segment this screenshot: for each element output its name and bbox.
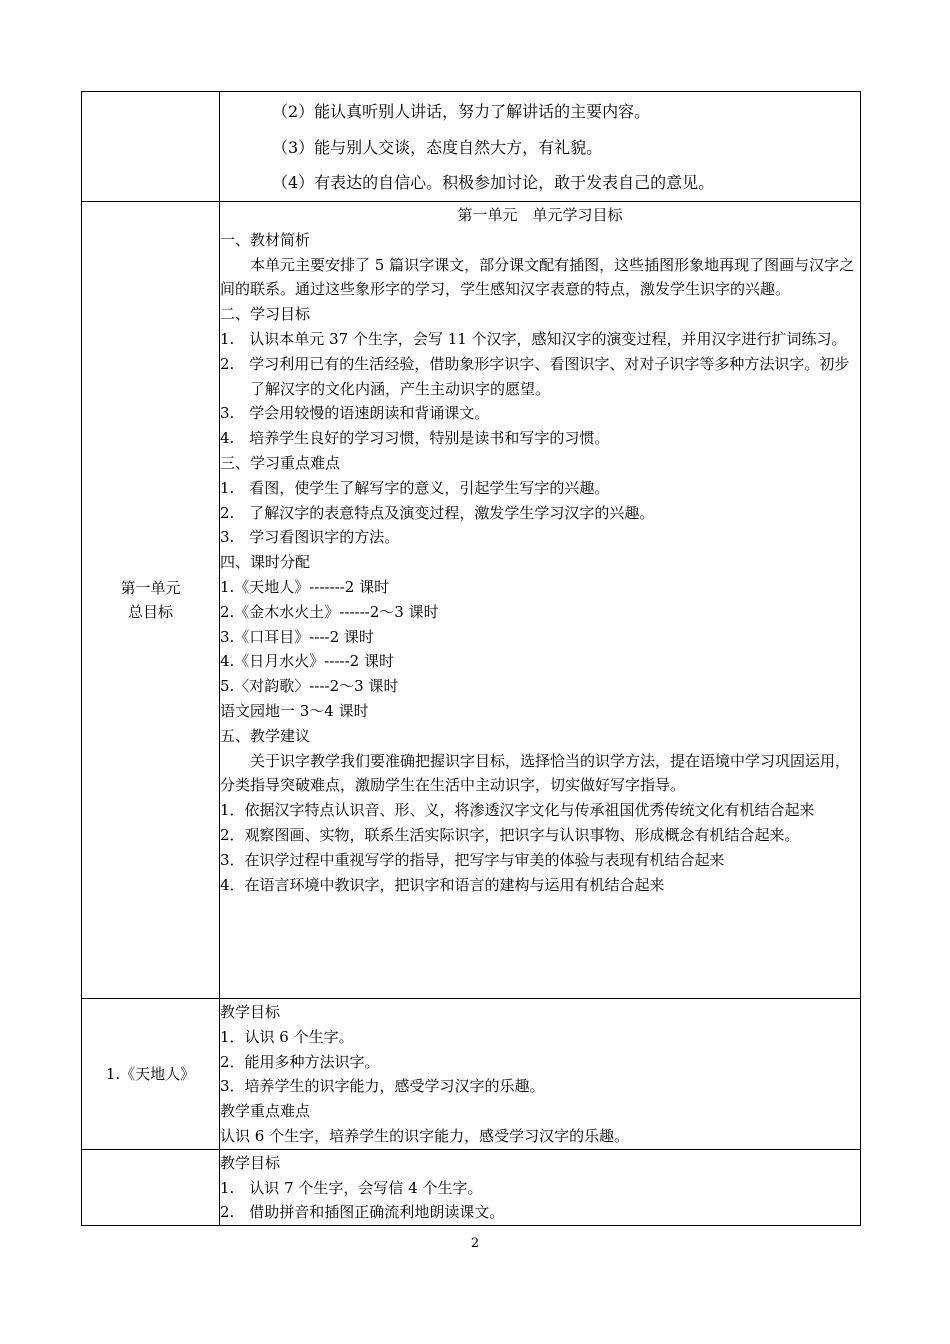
- table-row: [82, 1149, 861, 1225]
- lesson-plan-table: [81, 91, 861, 1226]
- lesson2-cell: [220, 1149, 861, 1225]
- list-item: 1. 认识本单元 37 个生字，会写 11 个汉字，感知汉字的演变过程，并用汉字进行扩词练习。: [220, 329, 847, 348]
- list-item: 4．在语言环境中教识字，把识字和语言的建构与运用有机结合起来: [220, 875, 665, 894]
- unit-title: 第一单元 单元学习目标: [457, 206, 623, 224]
- list-item: 1. 认识 7 个生字，会写信 4 个生字。: [220, 1178, 483, 1197]
- list-item: 1．依据汉字特点认识音、形、义，将渗透汉字文化与传承祖国优秀传统文化有机结合起来: [220, 801, 815, 820]
- top-block-cell: [220, 92, 861, 202]
- list-item: 5.〈对韵歌〉----2～3 课时: [220, 677, 399, 696]
- paragraph: 认识 6 个生字，培养学生的识字能力，感受学习汉字的乐趣。: [220, 1126, 630, 1145]
- unit-goals-cell: [220, 202, 861, 999]
- left-label-cell: [82, 202, 220, 999]
- section-heading: 教学目标: [220, 1153, 281, 1172]
- paragraph: 关于识字教学我们要准确把握识字目标，选择恰当的识学方法，提在语境中学习巩固运用，分类指导突破难点，激励学生在生活中主动识字，切实做好写字指导。: [220, 751, 851, 795]
- list-item: 3．在识学过程中重视写学的指导，把写字与审美的体验与表现有机结合起来: [220, 850, 725, 869]
- left-label-cell: [82, 999, 220, 1150]
- page-number: 2: [470, 1236, 480, 1251]
- unit-label: 第一单元 总目标: [120, 579, 181, 621]
- list-item: 2．观察图画、实物，联系生活实际识字，把识字与认识事物、形成概念有机结合起来。: [220, 825, 800, 844]
- paragraph: 本单元主要安排了 5 篇识字课文，部分课文配有插图，这些插图形象地再现了图画与汉字之间的联系。通过这些象形字的学习，学生感知汉字表意的特点，激发学生识字的兴趣。: [220, 255, 855, 299]
- lesson-label: 1.《天地人》: [105, 1064, 196, 1083]
- list-item: 2.《金木水火土》------2～3 课时: [220, 602, 439, 621]
- list-item: 1. 看图，使学生了解写字的意义，引起学生写字的兴趣。: [220, 478, 610, 497]
- list-item: 2. 了解汉字的表意特点及演变过程，激发学生学习汉字的兴趣。: [220, 503, 655, 522]
- list-item: 2. 借助拼音和插图正确流利地朗读课文。: [220, 1203, 505, 1222]
- list-item: 1．认识 6 个生字。: [220, 1027, 354, 1046]
- left-label-cell: [82, 1149, 220, 1225]
- list-item: （4）有表达的自信心。积极参加讨论，敢于发表自己的意见。: [272, 173, 715, 192]
- list-item: 2. 学习利用已有的生活经验，借助象形字识字、看图识字、对对子识字等多种方法识字。初步了解汉字的文化内涵，产生主动识字的愿望。: [220, 354, 850, 398]
- list-item: 4. 培养学生良好的学习习惯，特别是读书和写字的习惯。: [220, 429, 610, 448]
- section-heading: 一、教材简析: [220, 230, 311, 249]
- section-heading: 五、教学建议: [220, 726, 311, 745]
- list-item: 3．培养学生的识字能力，感受学习汉字的乐趣。: [220, 1077, 545, 1096]
- table-row: [82, 92, 861, 202]
- list-item: 3. 学习看图识字的方法。: [220, 528, 400, 547]
- list-item: 4.《日月水火》-----2 课时: [220, 652, 394, 671]
- table-row: [82, 999, 861, 1150]
- table-row: [82, 202, 861, 999]
- section-heading: 四、课时分配: [220, 553, 311, 572]
- lesson1-cell: [220, 999, 861, 1150]
- list-item: 语文园地一 3～4 课时: [220, 701, 369, 720]
- section-heading: 教学目标: [220, 1003, 281, 1021]
- left-cell-empty: [82, 92, 220, 202]
- section-heading: 教学重点难点: [220, 1102, 311, 1121]
- list-item: 1.《天地人》-------2 课时: [220, 577, 390, 596]
- section-heading: 二、学习目标: [220, 305, 311, 324]
- list-item: 2．能用多种方法识字。: [220, 1052, 380, 1071]
- list-item: （2）能认真听别人讲话，努力了解讲话的主要内容。: [272, 102, 651, 121]
- list-item: 3. 学会用较慢的语速朗读和背诵课文。: [220, 404, 490, 423]
- section-heading: 三、学习重点难点: [220, 453, 341, 472]
- list-item: 3.《口耳目》----2 课时: [220, 627, 374, 646]
- list-item: （3）能与别人交谈，态度自然大方，有礼貌。: [272, 137, 603, 157]
